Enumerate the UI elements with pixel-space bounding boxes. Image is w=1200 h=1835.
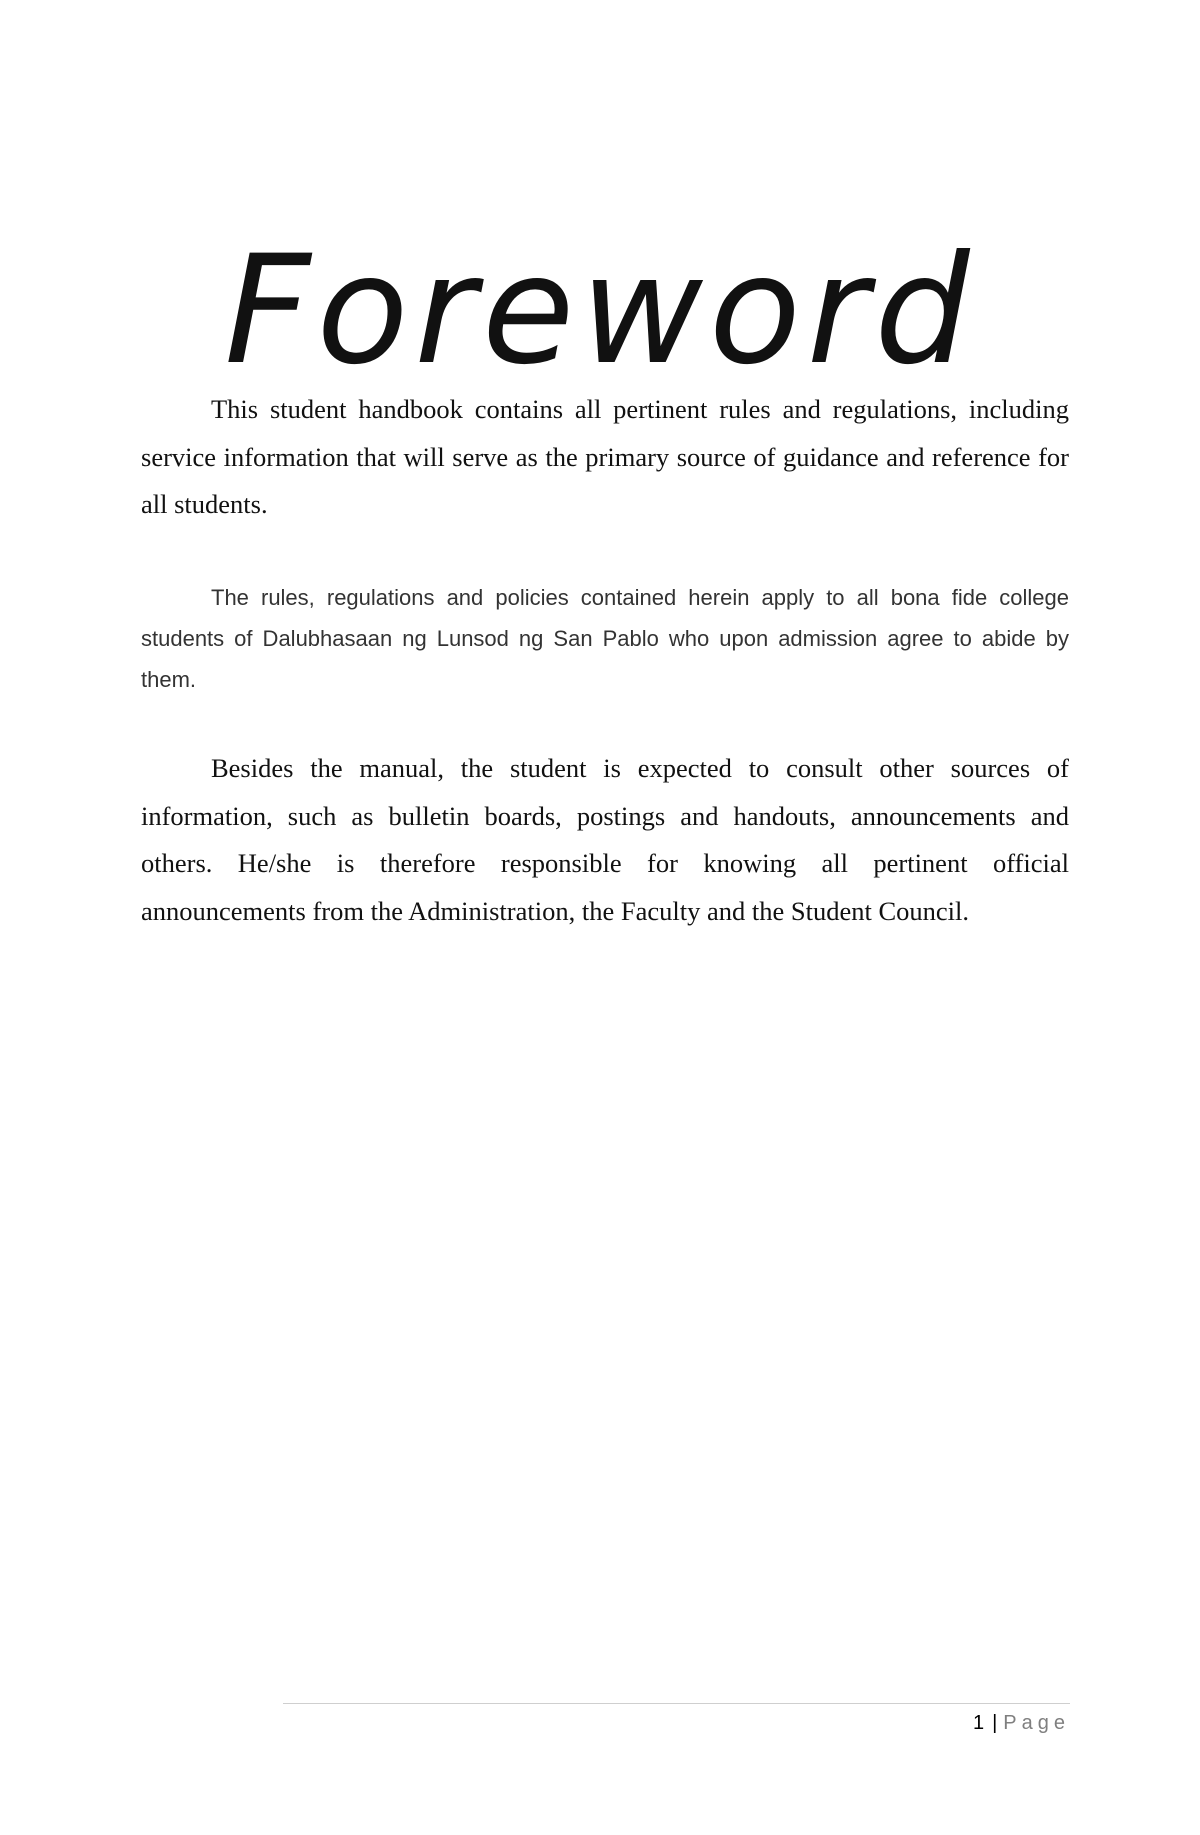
paragraph-1 — [141, 386, 1069, 529]
footer-separator: | — [992, 1712, 998, 1734]
page-number: 1 — [972, 1712, 985, 1734]
page-footer — [973, 1708, 1070, 1738]
paragraph-3-text: Besides the manual, the student is expected to consult other sources of information, such as bulletin boards, postings and handouts, announcements and others. He/she is therefore responsible for knowing all pertinent official announcements from the Administration, the Faculty and the Student Council. — [141, 753, 1069, 926]
paragraph-3 — [141, 745, 1069, 935]
footer-divider — [283, 1703, 1070, 1704]
page-title: Foreword — [224, 223, 976, 398]
page-label: Page — [1003, 1712, 1070, 1734]
paragraph-1-text: This student handbook contains all pertinent rules and regulations, including service information that will serve as the primary source of guidance and reference for all students. — [141, 394, 1069, 519]
paragraph-2 — [141, 577, 1069, 700]
paragraph-2-text: The rules, regulations and policies contained herein apply to all bona fide college students of Dalubhasaan ng Lunsod ng San Pablo who upon admission agree to abide by them. — [141, 585, 1069, 692]
